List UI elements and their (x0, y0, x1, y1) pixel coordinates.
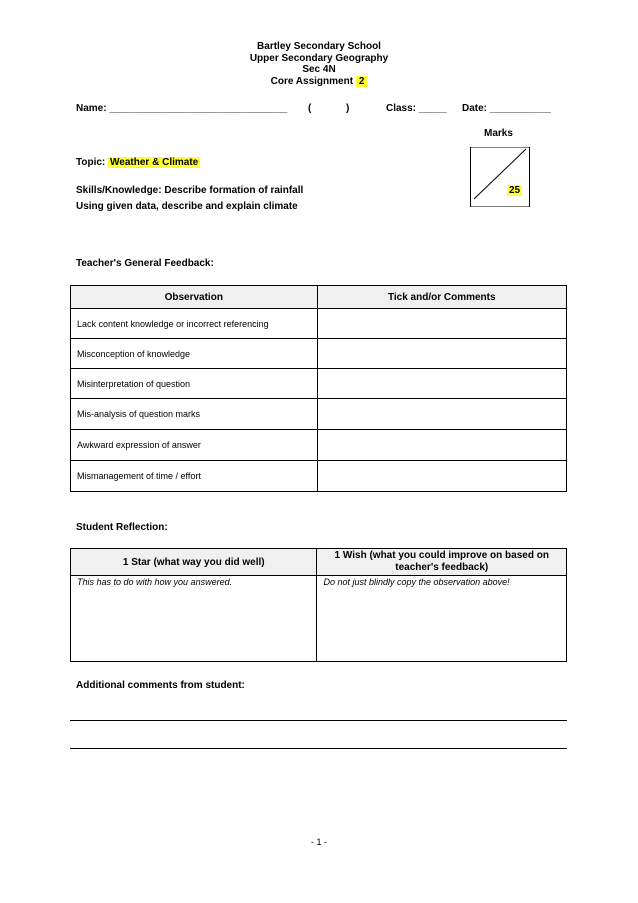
reflection-table (70, 548, 567, 662)
register-close-paren: ) (346, 103, 350, 114)
table-row (71, 461, 567, 492)
assignment-prefix: Core Assignment (270, 76, 354, 87)
star-column-header: 1 Star (what way you did well) (71, 549, 317, 576)
class-level: Sec 4N (302, 64, 336, 75)
register-open-paren: ( (308, 103, 312, 114)
additional-heading: Additional comments from student: (76, 680, 245, 691)
marks-box[interactable] (470, 147, 530, 207)
reflection-heading: Student Reflection: (76, 522, 168, 533)
comment-cell[interactable] (317, 309, 566, 339)
table-row (71, 339, 567, 369)
wish-answer-cell[interactable]: Do not just blindly copy the observation above! (317, 576, 567, 662)
assignment-number: 2 (356, 76, 368, 87)
reflection-input-row (71, 576, 567, 662)
tick-column-header: Tick and/or Comments (317, 286, 566, 309)
class-field[interactable]: Class: _____ (386, 103, 447, 114)
school-name: Bartley Secondary School (257, 41, 381, 52)
comment-cell[interactable] (317, 461, 566, 492)
marks-diagonal (471, 147, 529, 207)
marks-label: Marks (484, 128, 513, 139)
skills-line-1: Skills/Knowledge: Describe formation of rainfall (76, 185, 304, 196)
comment-line-2[interactable] (70, 748, 567, 749)
table-row (71, 399, 567, 430)
subject-title: Upper Secondary Geography (249, 53, 389, 64)
observation-column-header: Observation (71, 286, 318, 309)
observation-cell: Lack content knowledge or incorrect referencing (71, 309, 318, 339)
date-field[interactable]: Date: ___________ (462, 103, 551, 114)
page-number: - 1 - (310, 837, 327, 847)
topic-line (76, 157, 200, 168)
comment-line-1[interactable] (70, 720, 567, 721)
observation-cell: Misconception of knowledge (71, 339, 318, 369)
observation-cell: Mis-analysis of question marks (71, 399, 318, 430)
skills-line-2: Using given data, describe and explain climate (76, 201, 298, 212)
wish-column-header: 1 Wish (what you could improve on based on teacher's feedback) (317, 549, 567, 576)
comment-cell[interactable] (317, 399, 566, 430)
table-row (71, 430, 567, 461)
feedback-heading: Teacher's General Feedback: (76, 258, 214, 269)
observation-cell: Misinterpretation of question (71, 369, 318, 399)
comment-cell[interactable] (317, 339, 566, 369)
topic-value: Weather & Climate (110, 157, 199, 168)
feedback-header-row (71, 286, 567, 309)
reflection-header-row (71, 549, 567, 576)
observation-cell: Awkward expression of answer (71, 430, 318, 461)
marks-total: 25 (509, 185, 521, 196)
comment-cell[interactable] (317, 430, 566, 461)
table-row (71, 369, 567, 399)
assignment-title (0, 76, 638, 88)
observation-cell: Mismanagement of time / effort (71, 461, 318, 492)
name-field[interactable]: Name: ________________________________ (76, 103, 288, 114)
table-row (71, 309, 567, 339)
feedback-table (70, 285, 567, 492)
topic-label: Topic: (76, 157, 106, 168)
star-answer-cell[interactable]: This has to do with how you answered. (71, 576, 317, 662)
comment-cell[interactable] (317, 369, 566, 399)
